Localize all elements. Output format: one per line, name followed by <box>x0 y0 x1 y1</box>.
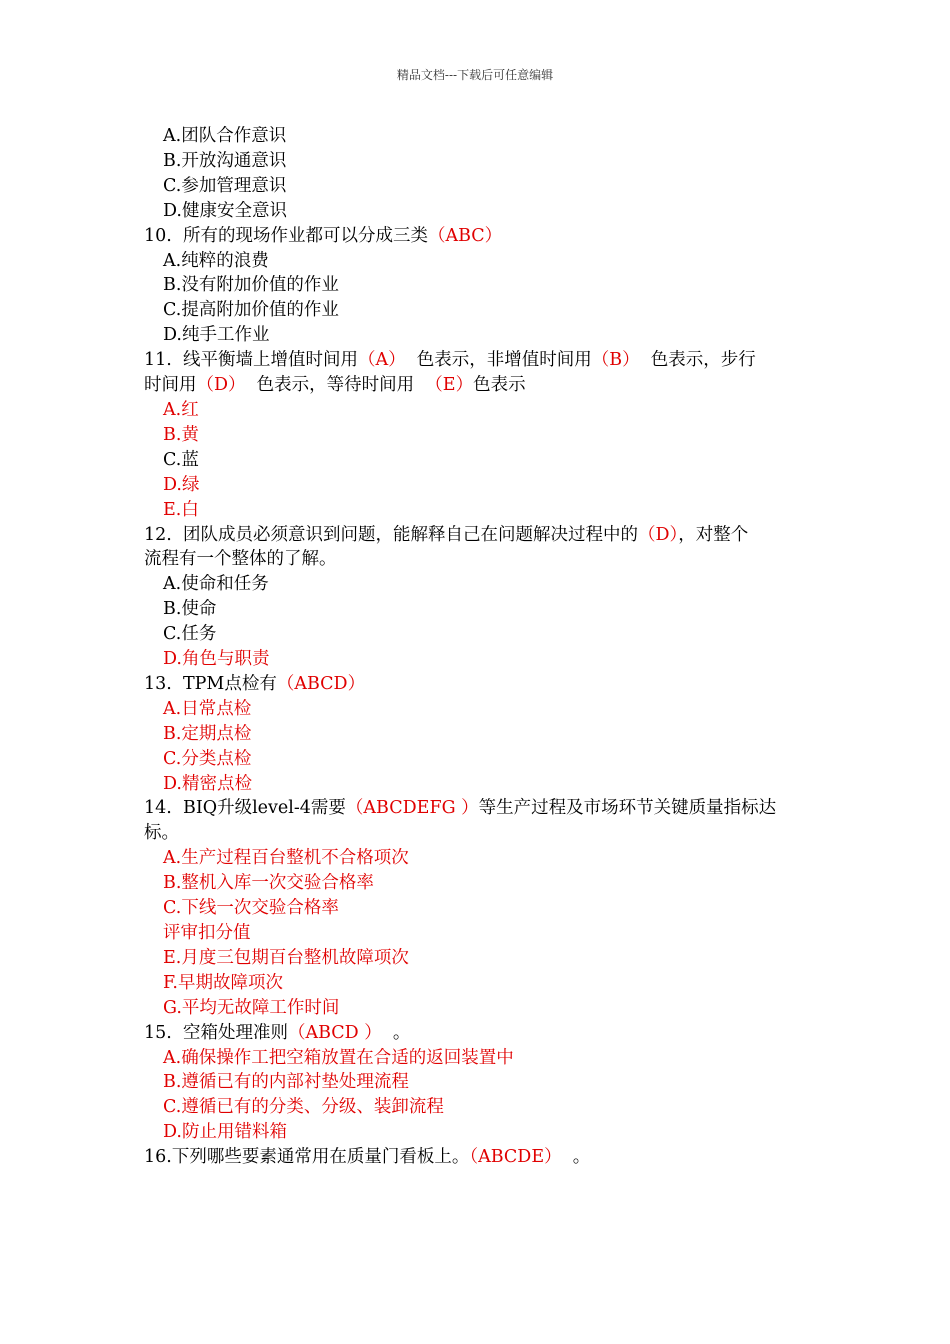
answer-text: A.确保操作工把空箱放置在合适的返回装置中 <box>163 1047 514 1068</box>
question-list <box>144 124 814 1170</box>
line-text: 15. 空箱处理准则 <box>144 1022 288 1043</box>
answer-text: G.平均无故障工作时间 <box>163 997 340 1018</box>
answer-text: D.角色与职责 <box>163 649 270 670</box>
question-line <box>144 547 814 572</box>
answer-option <box>144 747 814 772</box>
answer-text: （ABCD ） <box>287 1022 382 1043</box>
question-line <box>144 1145 814 1170</box>
line-text: A.团队合作意识 <box>163 126 287 146</box>
answer-text: （ABCDEFG ） <box>345 798 479 819</box>
line-text: 等生产过程及市场环节关键质量指标达 <box>478 798 777 819</box>
line-text: ，对整个 <box>678 524 749 545</box>
line-text: 12. 团队成员必须意识到问题，能解释自己在问题解决过程中的 <box>144 524 638 545</box>
answer-option <box>144 871 814 896</box>
question-line <box>144 224 814 249</box>
answer-option <box>144 273 814 298</box>
line-text: 10. 所有的现场作业都可以分成三类 <box>144 225 428 246</box>
answer-option <box>144 323 814 348</box>
answer-text: D.绿 <box>163 474 200 495</box>
answer-option <box>144 722 814 747</box>
line-text: C.蓝 <box>163 449 199 470</box>
line-text: 标。 <box>144 823 179 844</box>
answer-option <box>144 473 814 498</box>
question-line <box>144 1021 814 1046</box>
line-text: 色表示 <box>473 375 526 396</box>
line-text: 13. TPM点检有 <box>144 673 277 694</box>
answer-option <box>144 448 814 473</box>
answer-option <box>144 398 814 423</box>
question-line <box>144 821 814 846</box>
line-text: B.没有附加价值的作业 <box>163 275 339 296</box>
question-line <box>144 348 814 373</box>
answer-text: （A） <box>357 350 406 371</box>
answer-text: （ABCD） <box>276 673 366 694</box>
answer-text: B.黄 <box>163 424 199 445</box>
line-text: 色表示，等待时间用 <box>245 375 426 396</box>
answer-text: E.月度三包期百台整机故障项次 <box>163 947 409 968</box>
answer-option <box>144 1120 814 1145</box>
line-text: 16.下列哪些要素通常用在质量门看板上。 <box>144 1147 470 1168</box>
answer-text: B.整机入库一次交验合格率 <box>163 873 374 894</box>
answer-option <box>144 1070 814 1095</box>
answer-text: E.白 <box>163 499 199 520</box>
line-text: D.纯手工作业 <box>163 325 270 346</box>
answer-text: D.防止用错料箱 <box>163 1122 287 1143</box>
answer-text: （ABC） <box>427 225 503 246</box>
answer-text: C.分类点检 <box>163 748 252 769</box>
line-text: B.开放沟通意识 <box>163 150 287 171</box>
answer-text: （D） <box>637 524 679 545</box>
answer-option <box>144 1046 814 1071</box>
answer-option <box>144 298 814 323</box>
answer-option <box>144 996 814 1021</box>
line-text: 11. 线平衡墙上增值时间用 <box>144 350 358 371</box>
answer-option <box>144 971 814 996</box>
answer-option <box>144 622 814 647</box>
answer-text: F.早期故障项次 <box>163 972 283 993</box>
line-text: 流程有一个整体的了解。 <box>144 549 337 570</box>
answer-text: （B） <box>591 350 640 371</box>
line-text: 色表示，步行 <box>639 350 756 371</box>
line-text: A.使命和任务 <box>163 574 269 595</box>
answer-option <box>144 1095 814 1120</box>
answer-option <box>144 647 814 672</box>
answer-text: A.生产过程百台整机不合格项次 <box>163 848 409 869</box>
answer-option <box>144 199 814 224</box>
answer-option <box>144 846 814 871</box>
answer-option <box>144 772 814 797</box>
line-text: 色表示，非增值时间用 <box>405 350 592 371</box>
line-text: B.使命 <box>163 599 217 620</box>
answer-option <box>144 149 814 174</box>
line-text: 。 <box>381 1022 411 1043</box>
line-text: 14. BIQ升级level-4需要 <box>144 798 346 819</box>
answer-text: （D） <box>196 375 246 396</box>
answer-option <box>144 498 814 523</box>
answer-text: D.精密点检 <box>163 773 252 794</box>
answer-option <box>144 124 814 149</box>
answer-option <box>144 249 814 274</box>
page-header: 精品文档---下载后可任意编辑 <box>396 68 554 82</box>
answer-text: C.下线一次交验合格率 <box>163 898 339 919</box>
answer-text: A.日常点检 <box>163 698 252 719</box>
question-line <box>144 373 814 398</box>
answer-text: 评审扣分值 <box>163 923 251 943</box>
answer-text: B.定期点检 <box>163 723 252 744</box>
answer-text: （E） <box>425 375 474 396</box>
answer-text: （ABCDE） <box>469 1147 562 1168</box>
line-text: C.参加管理意识 <box>163 175 287 196</box>
answer-text: A.红 <box>163 399 199 420</box>
answer-text: B.遵循已有的内部衬垫处理流程 <box>163 1072 409 1093</box>
line-text: 时间用 <box>144 375 197 396</box>
line-text: C.提高附加价值的作业 <box>163 300 339 321</box>
question-line <box>144 672 814 697</box>
answer-option <box>144 946 814 971</box>
answer-option <box>144 174 814 199</box>
line-text: 。 <box>561 1147 591 1168</box>
answer-option <box>144 597 814 622</box>
question-line <box>144 523 814 548</box>
question-line <box>144 796 814 821</box>
line-text: A.纯粹的浪费 <box>163 250 269 271</box>
line-text: D.健康安全意识 <box>163 200 287 221</box>
answer-option <box>144 423 814 448</box>
answer-option <box>144 697 814 722</box>
answer-option <box>144 572 814 597</box>
answer-option <box>144 896 814 921</box>
answer-text: C.遵循已有的分类、分级、装卸流程 <box>163 1097 444 1118</box>
line-text: C.任务 <box>163 624 217 645</box>
answer-option <box>144 921 814 946</box>
